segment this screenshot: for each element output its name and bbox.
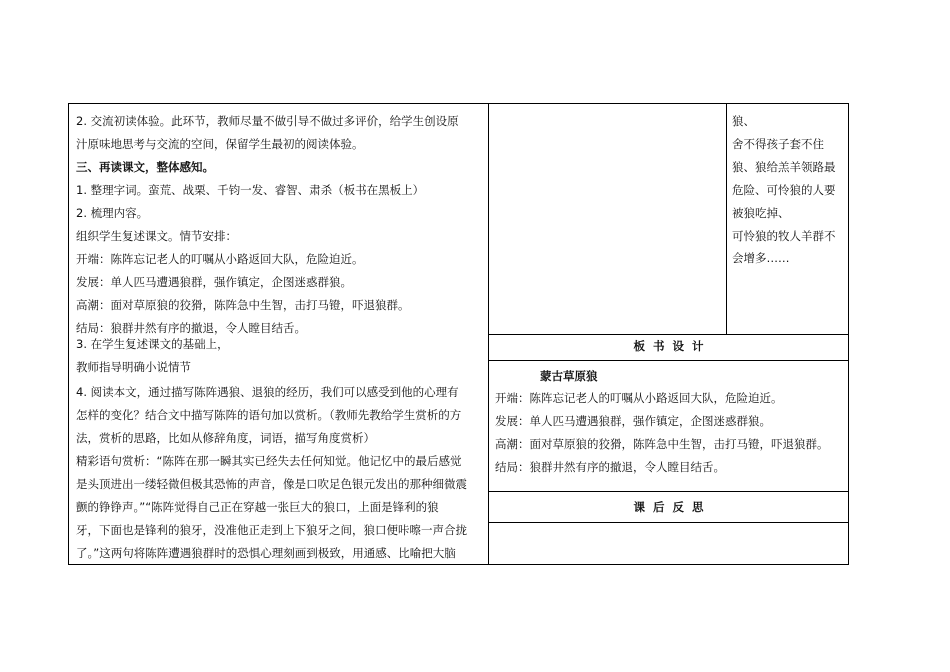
text-line: 2. 梳理内容。 [76,206,149,220]
text-line: 可怜狼的牧人羊群不 [732,229,836,243]
text-line: 2. 交流初读体验。此环节，教师尽量不做引导不做过多评价，给学生创设原 [76,114,459,128]
row-divider-reflection-top [488,491,849,492]
text-line: 牙，下面也是锋利的狼牙，没准他正走到上下狼牙之间，狼口便咔嚓一声合拢 [76,523,467,537]
text-line: 1. 整理字词。蛮荒、战栗、千钧一发、睿智、肃杀（板书在黑板上） [76,183,425,197]
text-line: 结局：狼群井然有序的撤退，令人瞠目结舌。 [76,321,306,335]
text-line: 是头顶进出一缕轻微但极其恐怖的声音，像是口吹足色银元发出的那种细微震 [76,477,467,491]
text-line: 危险、可怜狼的人要 [732,183,836,197]
row-divider-board-header-top [488,334,849,335]
reflection-header: 课 后 反 思 [633,500,704,514]
text-line: 开端：陈阵忘记老人的叮嘱从小路返回大队，危险迫近。 [76,252,364,266]
text-line: 颤的铮铮声。”“陈阵觉得自己正在穿越一张巨大的狼口，上面是锋利的狼 [76,500,439,514]
text-line: 高潮：面对草原狼的狡猾，陈阵急中生智，击打马镫，吓退狼群。 [495,437,829,451]
text-line: 教师指导明确小说情节 [76,360,191,374]
text-line: 汁原味地思考与交流的空间，保留学生最初的阅读体验。 [76,137,364,151]
text-line: 发展：单人匹马遭遇狼群，强作镇定，企图迷惑群狼。 [76,275,352,289]
row-divider-reflection-bottom [488,522,849,523]
text-line: 狼、 [732,114,755,128]
text-line: 狼、狼给羔羊领路最 [732,160,836,174]
text-line: 会增多…… [732,251,790,265]
text-line: 3. 在学生复述课文的基础上， [76,337,229,351]
board-design-title: 蒙古草原狼 [540,369,598,383]
text-line: 开端：陈阵忘记老人的叮嘱从小路返回大队，危险迫近。 [495,391,783,405]
text-line: 4. 阅读本文，通过描写陈阵遇狼、退狼的经历，我们可以感受到他的心理有 [76,385,459,399]
text-line: 怎样的变化？结合文中描写陈阵的语句加以赏析。（教师先教给学生赏析的方 [76,408,462,422]
text-line: 了。”这两句将陈阵遭遇狼群时的恐惧心理刻画到极致，用通感、比喻把大脑 [76,546,456,560]
text-line: 舍不得孩子套不住 [732,137,824,151]
text-line: 组织学生复述课文。情节安排： [76,229,237,243]
text-line: 发展：单人匹马遭遇狼群，强作镇定，企图迷惑群狼。 [495,414,771,428]
row-divider-board-header-bottom [488,360,849,361]
section-heading: 三、再读课文，整体感知。 [76,160,214,174]
text-line: 法，赏析的思路，比如从修辞角度，词语，描写角度赏析） [76,431,375,445]
text-line: 结局：狼群井然有序的撤退，令人瞠目结舌。 [495,460,725,474]
board-design-header: 板 书 设 计 [633,339,704,353]
text-line: 高潮：面对草原狼的狡猾，陈阵急中生智，击打马镫，吓退狼群。 [76,298,410,312]
text-line: 精彩语句赏析：“陈阵在那一瞬其实已经失去任何知觉。他记忆中的最后感觉 [76,454,462,468]
column-divider-top-right [726,103,727,335]
text-line: 被狼吃掉、 [732,206,790,220]
